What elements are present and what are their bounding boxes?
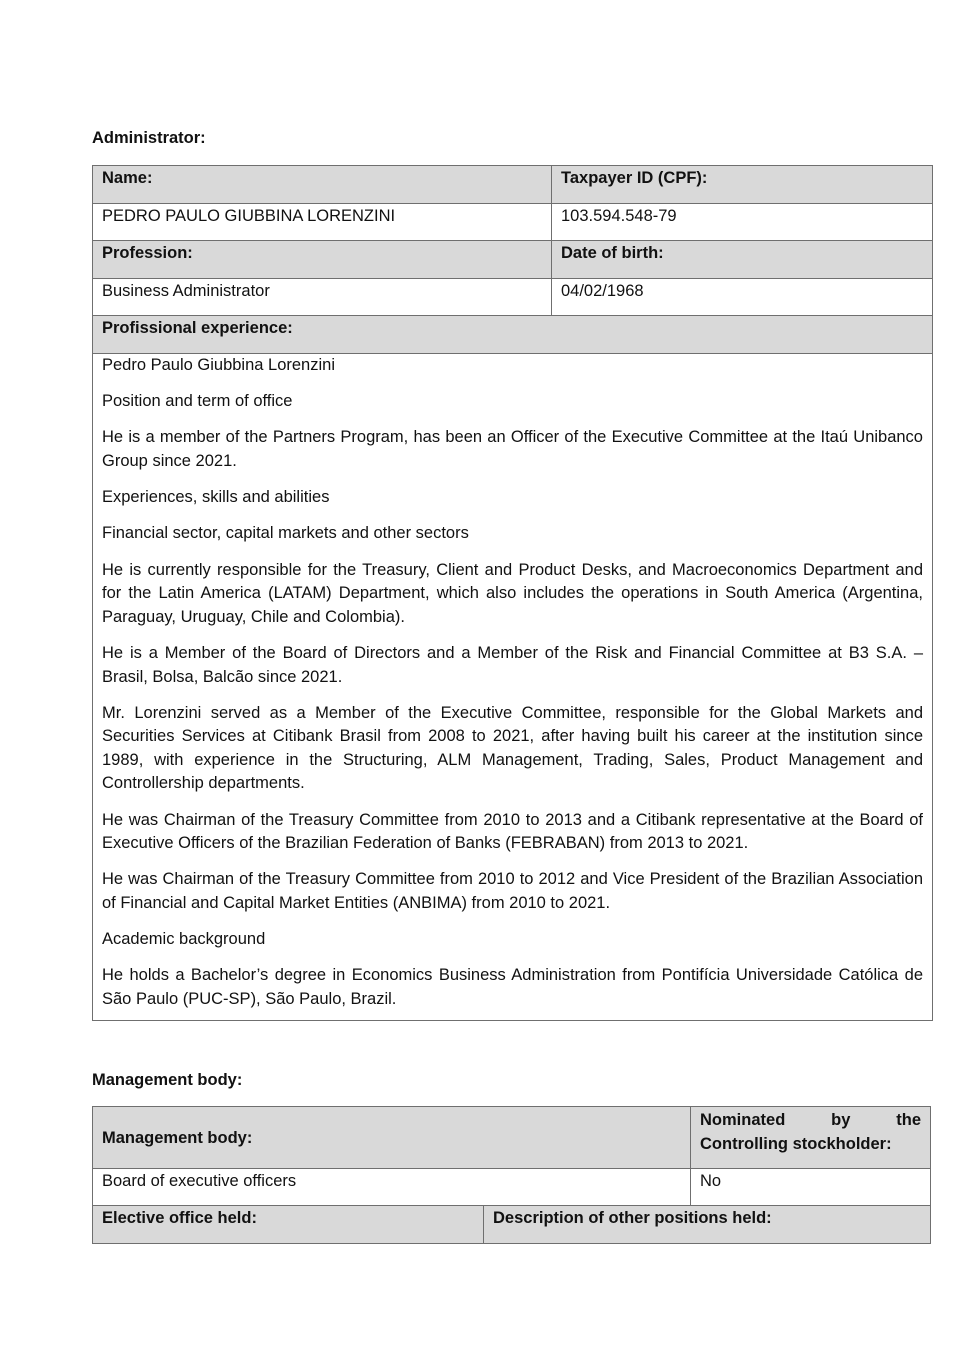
- experience-paragraph: Academic background: [102, 930, 266, 949]
- management-table: [92, 1106, 931, 1244]
- profession-label: Profession:: [93, 241, 552, 279]
- experience-paragraph: Financial sector, capital markets and other sectors: [102, 524, 469, 543]
- experience-paragraph: Pedro Paulo Giubbina Lorenzini: [102, 356, 335, 374]
- cpf-label: Taxpayer ID (CPF):: [552, 166, 933, 204]
- name-label: Name:: [93, 166, 552, 204]
- management-body-label: Management body:: [93, 1107, 691, 1169]
- cpf-value: 103.594.548-79: [552, 204, 933, 241]
- elective-office-label: Elective office held:: [93, 1206, 484, 1244]
- experience-paragraph: He was Chairman of the Treasury Committee from 2010 to 2013 and a Citibank representative at the Board of Executive Officers of the Brazilian Federation of Banks (FEBRABAN) from 2013 to 2021.: [102, 810, 923, 853]
- experience-paragraph: He was Chairman of the Treasury Committee from 2010 to 2012 and Vice President of the Brazilian Association of Financial and Capital Market Entities (ANBIMA) from 2010 to 2021.: [102, 870, 923, 913]
- management-heading: Management body:: [92, 1071, 243, 1089]
- experience-label: Profissional experience:: [93, 316, 933, 354]
- management-body-value: Board of executive officers: [93, 1169, 691, 1206]
- experience-paragraph: He is a member of the Partners Program, has been an Officer of the Executive Committee at the Itaú Unibanco Group since 2021.: [102, 428, 923, 470]
- dob-label: Date of birth:: [552, 241, 933, 279]
- experience-body: [93, 354, 933, 1021]
- profession-value: Business Administrator: [93, 279, 552, 316]
- experience-paragraph: Position and term of office: [102, 392, 293, 411]
- dob-value: 04/02/1968: [552, 279, 933, 316]
- experience-paragraph: He is currently responsible for the Treasury, Client and Product Desks, and Macroeconomics Department and for the Latin America (LATAM) Department, which also includes the operations in South America (Argentina, Paraguay, Uruguay, Chile and Colombia).: [102, 560, 923, 626]
- other-positions-label: Description of other positions held:: [484, 1206, 931, 1244]
- experience-paragraph: Experiences, skills and abilities: [102, 488, 330, 507]
- experience-paragraph: Mr. Lorenzini served as a Member of the Executive Committee, responsible for the Global Markets and Securities Services at Citibank Brasil from 2008 to 2021, after having built his career at the institution since 1989, with experience in the Structuring, ALM Management, Trading, Sales, Product Management and Controllership departments.: [102, 703, 923, 793]
- experience-paragraph: He is a Member of the Board of Directors and a Member of the Risk and Financial Committee at B3 S.A. – Brasil, Bolsa, Balcão since 2021.: [102, 643, 923, 686]
- experience-paragraph: He holds a Bachelor’s degree in Economics Business Administration from Pontifícia Universidade Católica de São Paulo (PUC-SP), São Paulo, Brazil.: [102, 966, 923, 1008]
- administrator-heading: Administrator:: [92, 129, 206, 147]
- nominated-label: Nominated by the Controlling stockholder:: [691, 1107, 931, 1169]
- name-value: PEDRO PAULO GIUBBINA LORENZINI: [93, 204, 552, 241]
- nominated-value: No: [691, 1169, 931, 1206]
- administrator-table: [92, 165, 933, 1021]
